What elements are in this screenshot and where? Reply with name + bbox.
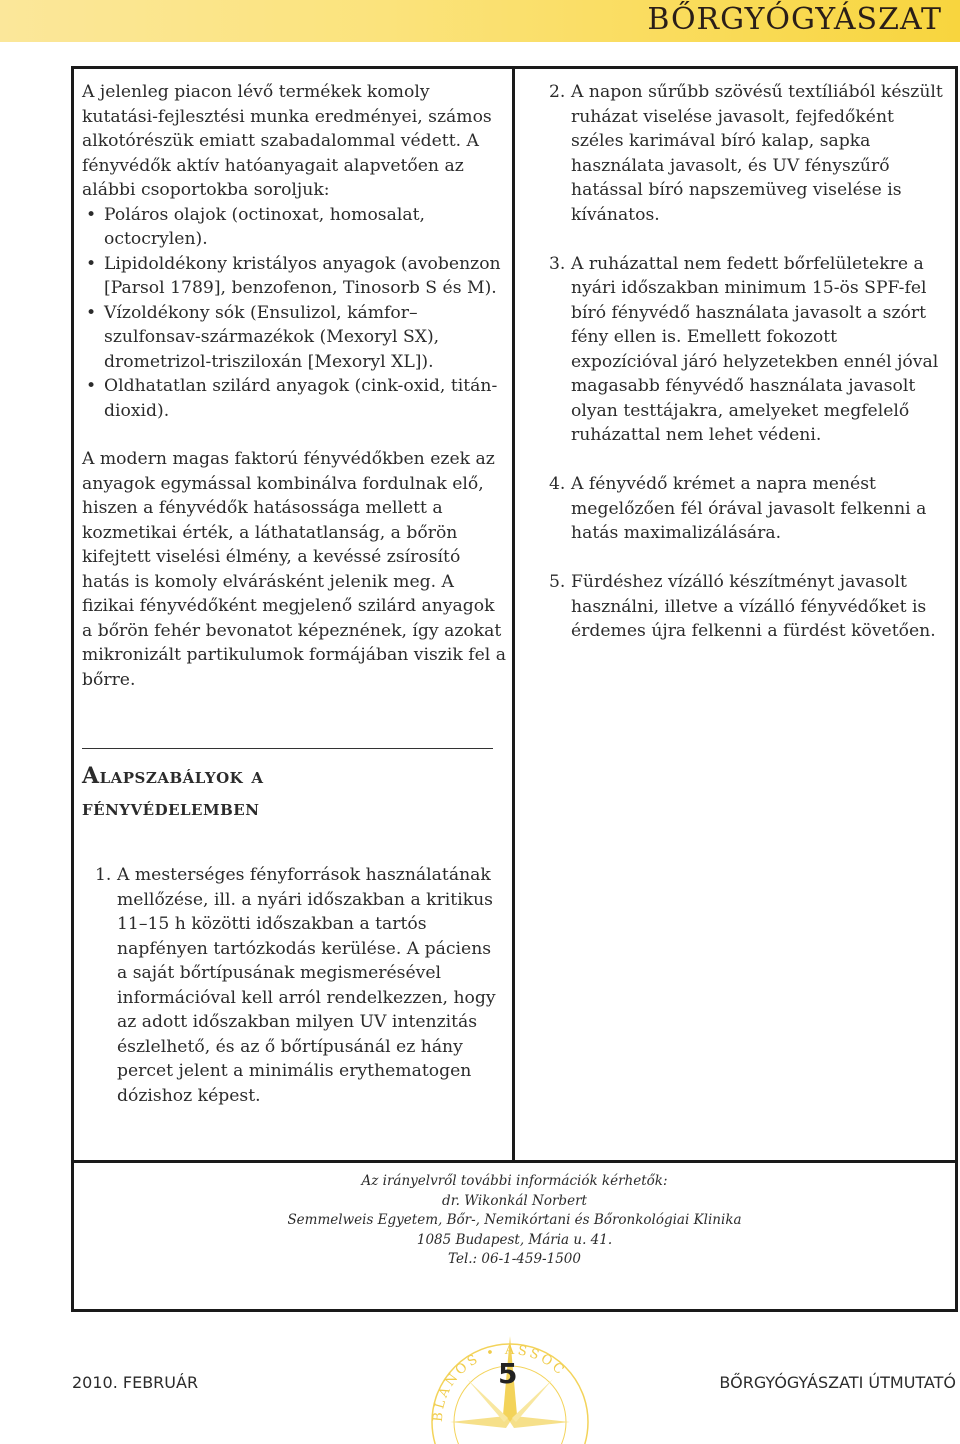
issue-date: 2010. FEBRUÁR — [72, 1373, 199, 1392]
right-column — [549, 80, 949, 668]
section-rule — [82, 748, 493, 749]
ingredient-bullets — [82, 203, 507, 424]
bullet-icon: • — [86, 376, 97, 396]
page-number: 5 — [498, 1357, 518, 1390]
left-column — [82, 80, 507, 692]
footer-divider — [71, 1160, 958, 1163]
rule-item: 4. A fényvédő krémet a napra menést megelőzően fél órával javasolt felkenni a hatás maximalizálására. — [549, 474, 927, 543]
contact-intro: Az irányelvről további információk kérhetők: — [361, 1173, 668, 1189]
contact-phone: Tel.: 06-1-459-1500 — [448, 1251, 581, 1268]
rule-item: 5. Fürdéshez vízálló készítményt javasolt használni, illetve a vízálló fényvédőket is érdemes újra felkenni a fürdést követően. — [549, 572, 936, 641]
bullet-icon: • — [86, 302, 97, 323]
bullet-item: • Vízoldékony sók (Ensulizol, kámfor–szulfonsav-származékok (Mexoryl SX), drometrizol-trisziloxán [Mexoryl XL]). — [86, 302, 440, 372]
bullet-item: • Lipidoldékony kristályos anyagok (avobenzon [Parsol 1789], benzofenon, Tinosorb S és M). — [86, 253, 501, 298]
contact-name: dr. Wikonkál Norbert — [442, 1192, 587, 1209]
modern-sunscreen-paragraph: A modern magas faktorú fényvédőkben ezek az anyagok egymással kombinálva fordulnak elő, hiszen a fényvédők hatásossága mellett a kozmetikai érték, a láthatatlanság, a bőrön kifejtett viselési élmény, a kevéssé zsírosító hatás is komoly elvárásként jelenik meg. A fizikai fényvédőként megjelenő szilárd anyagok a bőrön fehér bevonatot képeznének, így azokat mikronizált partikulumok formájában viszik fel a bőrre. — [82, 449, 506, 690]
rule-item: 3. A ruházattal nem fedett bőrfelületekre a nyári időszakban minimum 15-ös SPF-fel bíró fényvédő használata javasolt a szórt fény ellen is. Emellett fokozott expozícióval járó helyzetekben ennél jóval magasabb fényvédő használata javasolt olyan testtájakra, amelyeket megfelelő ruházattal nem lehet védeni. — [549, 253, 939, 445]
bullet-icon: • — [86, 204, 97, 225]
contact-address: 1085 Budapest, Mária u. 41. — [416, 1231, 613, 1248]
logo-text: BLANOS • ASSOC — [430, 1342, 569, 1423]
rule-item: 1. A mesterséges fényforrások használatának mellőzése, ill. a nyári időszakban a kritikus 11–15 h közötti időszakban a tartós napfényen tartózkodás kerülése. A páciens a saját bőrtípusának megismerésével információval kell arról rendelkezzen, hogy az adott időszakban milyen UV intenzitás észlelhető, és az ő bőrtípusánál ez hány percet jelent a minimális erythematogen dózishoz képest. — [95, 865, 496, 1106]
column-divider — [512, 66, 515, 1163]
bullet-item: • Oldhatatlan szilárd anyagok (cink-oxid, titán-dioxid). — [86, 376, 498, 421]
contact-info — [71, 1172, 958, 1270]
header-title: BŐRGYÓGYÁSZAT — [647, 2, 942, 37]
rules-list-right — [549, 80, 949, 644]
bullet-icon: • — [86, 253, 97, 274]
section-title: Alapszabályok a fényvédelemben — [82, 763, 264, 821]
intro-paragraph: A jelenleg piacon lévő termékek komoly kutatási-fejlesztési munka eredményei, számos alkotórészük emiatt szabadalommal védett. A fényvédők aktív hatóanyagait alapvetően az alábbi csoportokba soroljuk: — [82, 82, 492, 200]
publication-name: BŐRGYÓGYÁSZATI ÚTMUTATÓ — [719, 1373, 956, 1392]
bullet-item: • Poláros olajok (octinoxat, homosalat, octocrylen). — [86, 204, 425, 249]
rules-list-left — [95, 863, 500, 1133]
rule-item: 2. A napon sűrűbb szövésű textíliából készült ruházat viselése javasolt, fejfedőként széles karimával bíró kalap, sapka használata javasolt, és UV fényszűrő hatással bíró napszemüveg viselése is kívánatos. — [549, 82, 943, 225]
contact-institution: Semmelweis Egyetem, Bőr-, Nemikórtani és Bőronkológiai Klinika — [287, 1212, 742, 1229]
